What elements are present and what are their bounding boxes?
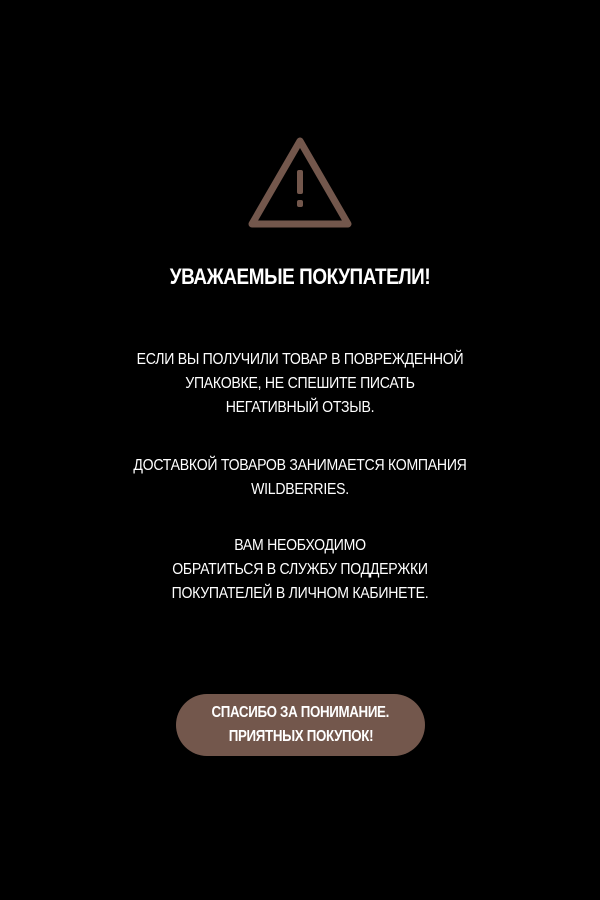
page-title: УВАЖАЕМЫЕ ПОКУПАТЕЛИ! — [169, 264, 431, 289]
notice-paragraph-delivery — [36, 454, 564, 502]
notice-paragraph-support — [36, 534, 564, 606]
paragraph-line: ПОКУПАТЕЛЕЙ В ЛИЧНОМ КАБИНЕТЕ. — [171, 585, 429, 602]
paragraph-line: ЕСЛИ ВЫ ПОЛУЧИЛИ ТОВАР В ПОВРЕЖДЕННОЙ — [136, 351, 464, 368]
paragraph-line: НЕГАТИВНЫЙ ОТЗЫВ. — [225, 399, 375, 416]
paragraph-line: ВАМ НЕОБХОДИМО — [234, 537, 366, 554]
notice-paragraph-damaged-package — [36, 348, 564, 420]
warning-triangle-icon — [246, 134, 354, 232]
paragraph-line: ОБРАТИТЬСЯ В СЛУЖБУ ПОДДЕРЖКИ — [172, 561, 428, 578]
paragraph-line: УПАКОВКЕ, НЕ СПЕШИТЕ ПИСАТЬ — [185, 375, 415, 392]
thanks-button-label-line: СПАСИБО ЗА ПОНИМАНИЕ. — [211, 704, 390, 721]
thanks-button-label-line: ПРИЯТНЫХ ПОКУПОК! — [228, 728, 373, 745]
paragraph-line: ДОСТАВКОЙ ТОВАРОВ ЗАНИМАЕТСЯ КОМПАНИЯ — [133, 457, 467, 474]
paragraph-line: WILDBERRIES. — [251, 481, 349, 498]
thanks-button[interactable] — [176, 694, 425, 756]
